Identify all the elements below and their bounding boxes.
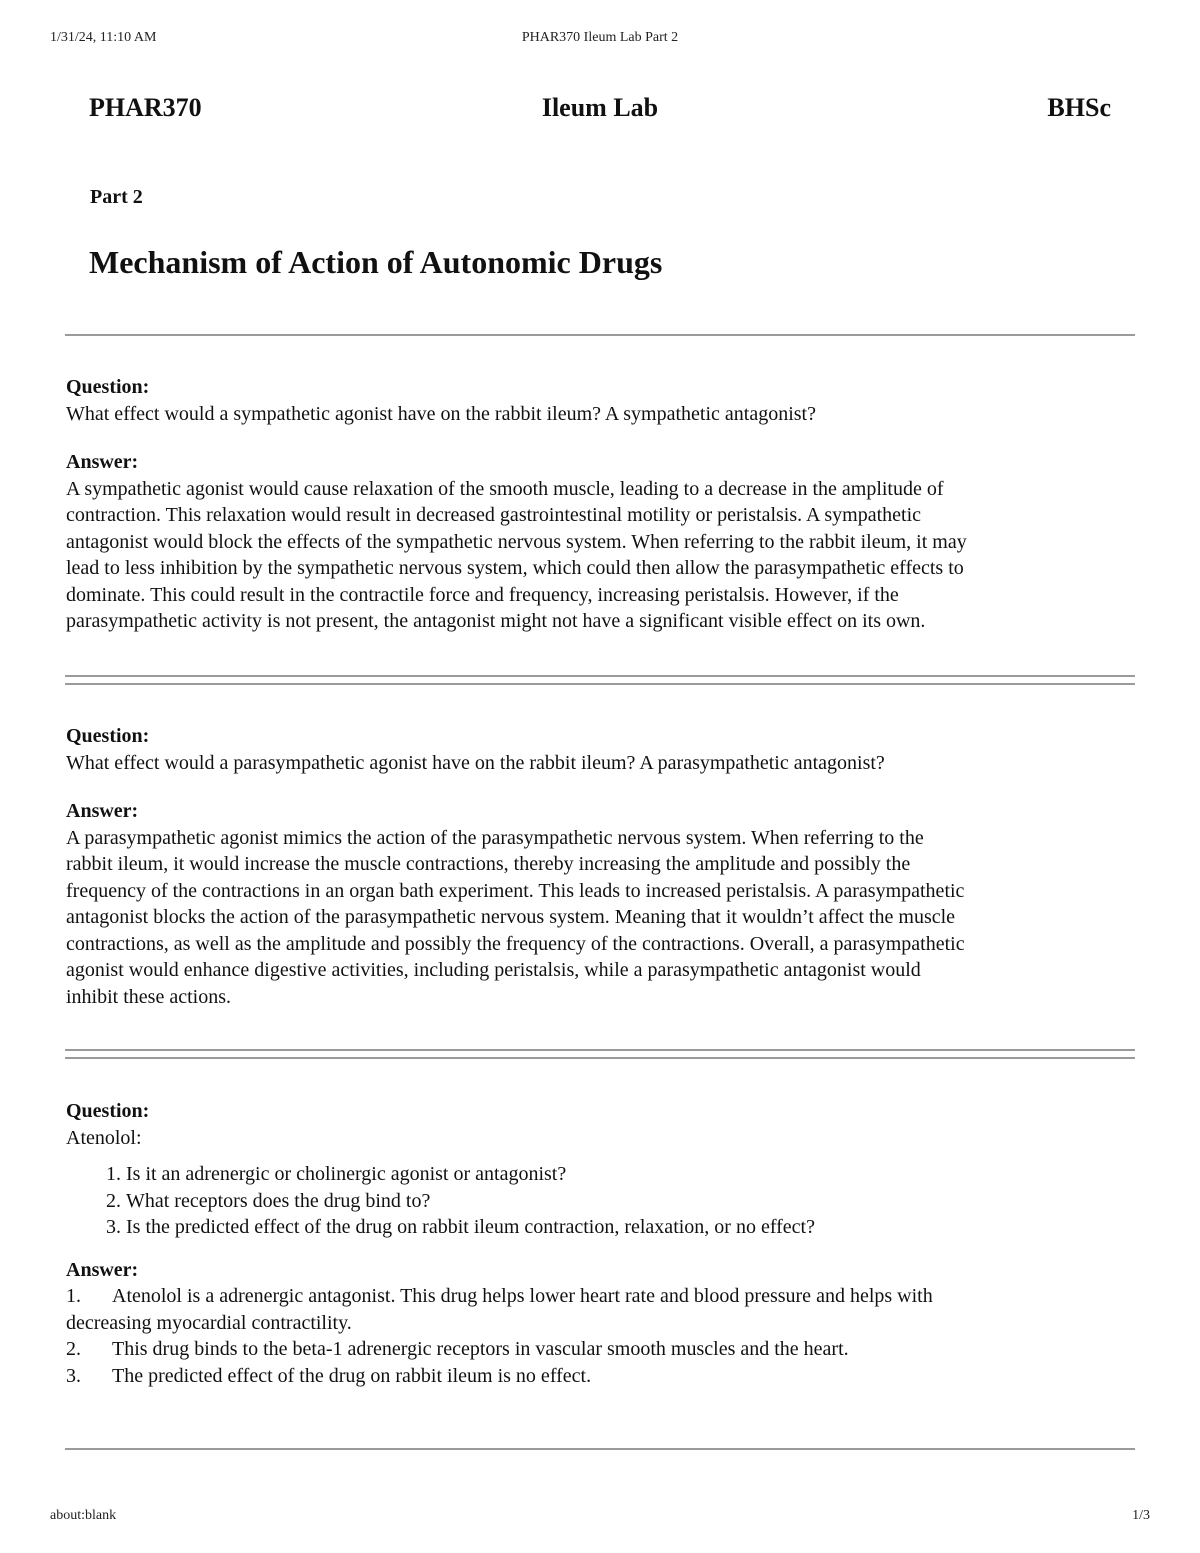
list-item: 2. What receptors does the drug bind to?: [126, 1188, 1136, 1215]
answer-label: Answer:: [66, 451, 139, 473]
answer-line: [66, 1336, 1136, 1363]
question-text: Atenolol:: [66, 1126, 142, 1149]
answer-line: rabbit ileum, it would increase the muscle contractions, thereby increasing the amplitude and possibly the: [66, 853, 911, 875]
answer-line: parasympathetic activity is not present, the antagonist might not have a significant visible effect on its own.: [66, 610, 926, 632]
answer-number: 3.: [66, 1364, 81, 1387]
question-label: Question:: [66, 725, 150, 747]
question-text: What effect would a parasympathetic agonist have on the rabbit ileum? A parasympathetic antagonist?: [66, 751, 885, 774]
part-label: Part 2: [90, 186, 143, 208]
answer-label: Answer:: [66, 1258, 139, 1281]
answer-line-text: The predicted effect of the drug on rabbit ileum is no effect.: [112, 1364, 592, 1387]
course-header: [89, 93, 1111, 127]
question-text: What effect would a sympathetic agonist have on the rabbit ileum? A sympathetic antagonist?: [66, 402, 816, 425]
divider: [65, 683, 1135, 685]
sub-question-list: [66, 1161, 1136, 1241]
answer-text: [66, 825, 1136, 1011]
answer-line-text: This drug binds to the beta-1 adrenergic receptors in vascular smooth muscles and the heart.: [112, 1338, 849, 1360]
answer-line-text: Atenolol is a adrenergic antagonist. This drug helps lower heart rate and blood pressure and helps with: [112, 1285, 933, 1307]
answer-line: dominate. This could result in the contractile force and frequency, increasing peristalsis. However, if the: [66, 583, 899, 606]
answer-line: contraction. This relaxation would result in decreased gastrointestinal motility or peristalsis. A sympathetic: [66, 504, 921, 526]
answer-number: 1.: [66, 1285, 81, 1307]
answer-line: lead to less inhibition by the sympathetic nervous system, which could then allow the parasympathetic effects to: [66, 557, 964, 579]
answer-line: agonist would enhance digestive activities, including peristalsis, while a parasympathetic antagonist would: [66, 959, 921, 981]
divider: [65, 334, 1135, 336]
answer-line: contractions, as well as the amplitude and possibly the frequency of the contractions. Overall, a parasympathetic: [66, 932, 965, 955]
divider: [65, 1049, 1135, 1051]
answer-line-continuation: decreasing myocardial contractility.: [66, 1311, 352, 1334]
page-number: 1/3: [1132, 1508, 1150, 1523]
page-title: Mechanism of Action of Autonomic Drugs: [89, 244, 663, 280]
qa-block-2: [66, 723, 1136, 1010]
print-header: [0, 30, 1200, 50]
program-name: BHSc: [1047, 93, 1111, 122]
answer-number: 2.: [66, 1338, 81, 1360]
qa-block-3: [66, 1098, 1136, 1389]
answer-text: [66, 1283, 1136, 1389]
answer-line: [66, 1283, 1136, 1310]
divider: [65, 1057, 1135, 1059]
answer-text: [66, 476, 1136, 635]
print-datetime: 1/31/24, 11:10 AM: [50, 30, 157, 45]
answer-label: Answer:: [66, 800, 139, 822]
list-item: 1. Is it an adrenergic or cholinergic agonist or antagonist?: [126, 1161, 1136, 1188]
answer-line: frequency of the contractions in an organ bath experiment. This leads to increased peristalsis. A parasympathetic: [66, 879, 965, 902]
divider: [65, 1448, 1135, 1450]
answer-line: inhibit these actions.: [66, 985, 231, 1008]
print-footer: [0, 1508, 1200, 1528]
list-item: 3. Is the predicted effect of the drug on rabbit ileum contraction, relaxation, or no effect?: [126, 1214, 1136, 1241]
lab-name: Ileum Lab: [541, 93, 659, 122]
answer-line: antagonist blocks the action of the parasympathetic nervous system. Meaning that it wouldn’t affect the muscle: [66, 906, 956, 928]
answer-line: A sympathetic agonist would cause relaxation of the smooth muscle, leading to a decrease in the amplitude of: [66, 477, 944, 500]
answer-line: antagonist would block the effects of the sympathetic nervous system. When referring to the rabbit ileum, it may: [66, 530, 967, 553]
print-title: PHAR370 Ileum Lab Part 2: [521, 30, 679, 45]
qa-block-1: [66, 374, 1136, 635]
answer-line: A parasympathetic agonist mimics the action of the parasympathetic nervous system. When referring to the: [66, 826, 924, 849]
question-label: Question:: [66, 1100, 150, 1122]
question-label: Question:: [66, 376, 150, 398]
divider: [65, 675, 1135, 677]
course-code: PHAR370: [89, 93, 202, 122]
answer-line: [66, 1363, 1136, 1390]
print-url: about:blank: [50, 1508, 117, 1523]
